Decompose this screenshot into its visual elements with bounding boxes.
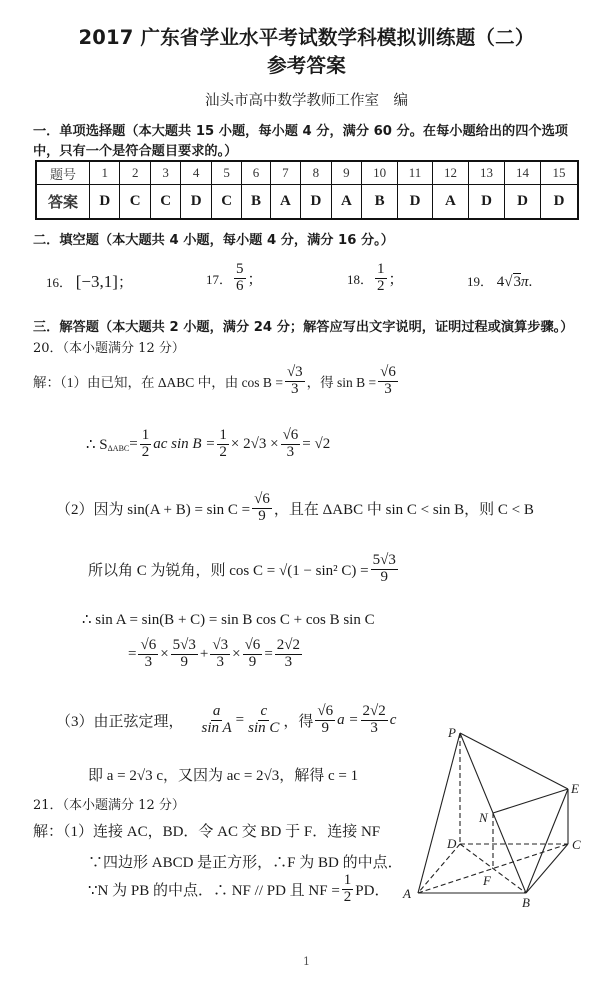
- page-number: 1: [303, 955, 310, 968]
- q-number: 10: [362, 161, 398, 185]
- label-D: D: [447, 836, 457, 851]
- q-number: 14: [505, 161, 541, 185]
- answer-table-number-row: [36, 161, 578, 185]
- section1-heading-line2: 中，只有一个是符合题目要求的。）: [33, 144, 238, 159]
- answer-cell: C: [150, 185, 180, 220]
- q-number: 9: [331, 161, 361, 185]
- answer-cell: B: [362, 185, 398, 220]
- row-label-number: 题号: [36, 161, 90, 185]
- q20-part1-line: 解：（1）由已知，在 ΔABC 中，由 cos B = $\frac{√3}{3}$ ，得 sin B = $\frac{√6}{3}$: [33, 364, 396, 397]
- q20-sinA-line: ∴ sin A = sin(B + C) = sin B cos C + cos B sin C: [82, 612, 375, 628]
- answer-cell: B: [242, 185, 270, 220]
- section3-heading: 三．解答题（本大题共 2 小题，满分 24 分；解答应写出文字说明，证明过程或演算步骤。）: [33, 320, 574, 335]
- label-A: A: [403, 886, 411, 901]
- q-number: 12: [432, 161, 468, 185]
- q20-sinA-calc: = $\frac{√6}{3}$ × $\frac{5√3}{9}$ + $\frac{√3}{3}$ × $\frac{√6}{9}$ = $\frac{2√2}{3}$: [128, 637, 301, 670]
- label-P: P: [448, 725, 456, 740]
- q20-cosC-line: 所以角 C 为锐角，则 cos C = √(1 − sin² C) = $\frac{5√3}{9}$: [88, 552, 396, 585]
- answer-cell: D: [90, 185, 120, 220]
- q20-part3-line: （3）由正弦定理， $\frac{a}{\text{sin A}}$ = $\frac{c}{\text{sin C}}$ ，得 $\frac{√6}{9}$ a = $\frac{2√2}{3}$ c: [56, 703, 397, 736]
- page-title: 2017 广东省学业水平考试数学科模拟训练题（二）: [78, 26, 535, 49]
- label-F: F: [483, 873, 491, 888]
- fill-answer-17: 17． $\frac{5}{6}$ ；: [206, 261, 263, 294]
- answer-table-answer-row: [36, 185, 578, 220]
- section2-heading: 二．填空题（本大题共 4 小题，每小题 4 分，满分 16 分。）: [33, 233, 394, 248]
- answer-cell: A: [432, 185, 468, 220]
- q-number: 5: [211, 161, 241, 185]
- answer-cell: D: [505, 185, 541, 220]
- answer-cell: D: [398, 185, 433, 220]
- section1-heading-line1: 一．单项选择题（本大题共 15 小题，每小题 4 分，满分 60 分。在每小题给出的四个选项: [33, 124, 568, 139]
- q-number: 11: [398, 161, 433, 185]
- pyramid-figure: [395, 715, 613, 915]
- answer-cell: D: [181, 185, 211, 220]
- page-subtitle: 参考答案: [267, 54, 346, 77]
- answer-cell: C: [211, 185, 241, 220]
- q21-line3: ∵N 为 PB 的中点．∴ NF // PD 且 NF = $\frac{1}{2}$ PD．: [88, 872, 390, 905]
- q21-line1: 解：（1）连接 AC，BD．令 AC 交 BD 于 F．连接 NF: [33, 824, 381, 840]
- answer-cell: D: [541, 185, 578, 220]
- q21-line2: ∵四边形 ABCD 是正方形，∴F 为 BD 的中点．: [88, 855, 403, 871]
- row-label-answer: 答案: [36, 185, 90, 220]
- label-N: N: [479, 810, 488, 825]
- label-B: B: [522, 895, 530, 910]
- q-number: 8: [301, 161, 331, 185]
- q20-area-formula: ∴ S $_{\Delta ABC}$ = $\frac{1}{2}$ ac sin B = $\frac{1}{2}$ × 2√3 × $\frac{√6}{3}$ = √2: [86, 427, 331, 460]
- answer-cell: D: [301, 185, 331, 220]
- q-number: 6: [242, 161, 270, 185]
- fill-answer-19: 19． 4√3π.: [467, 274, 533, 290]
- fill-answer-16: 16． [−3,1]；: [46, 272, 133, 291]
- answer-cell: C: [120, 185, 150, 220]
- q-number: 7: [270, 161, 300, 185]
- q20-part3-result: 即 a = 2√3 c，又因为 ac = 2√3，解得 c = 1: [88, 768, 359, 784]
- q-number: 3: [150, 161, 180, 185]
- answer-cell: A: [270, 185, 300, 220]
- q20-part2-line: （2）因为 sin(A + B) = sin C = $\frac{√6}{9}$ ，且在 ΔABC 中 sin C < sin B，则 C < B: [56, 491, 534, 524]
- q-number: 4: [181, 161, 211, 185]
- label-C: C: [572, 837, 581, 852]
- q-number: 13: [468, 161, 504, 185]
- fill-answer-18: 18． $\frac{1}{2}$ ；: [347, 261, 404, 294]
- q-number: 15: [541, 161, 578, 185]
- author-line: 汕头市高中数学教师工作室 编: [205, 93, 408, 109]
- q20-label: 20．（本小题满分 12 分）: [33, 341, 185, 356]
- label-E: E: [571, 781, 579, 796]
- answer-cell: A: [331, 185, 361, 220]
- answer-cell: D: [468, 185, 504, 220]
- answer-table: [35, 160, 579, 220]
- q21-label: 21．（本小题满分 12 分）: [33, 798, 185, 813]
- q-number: 1: [90, 161, 120, 185]
- q-number: 2: [120, 161, 150, 185]
